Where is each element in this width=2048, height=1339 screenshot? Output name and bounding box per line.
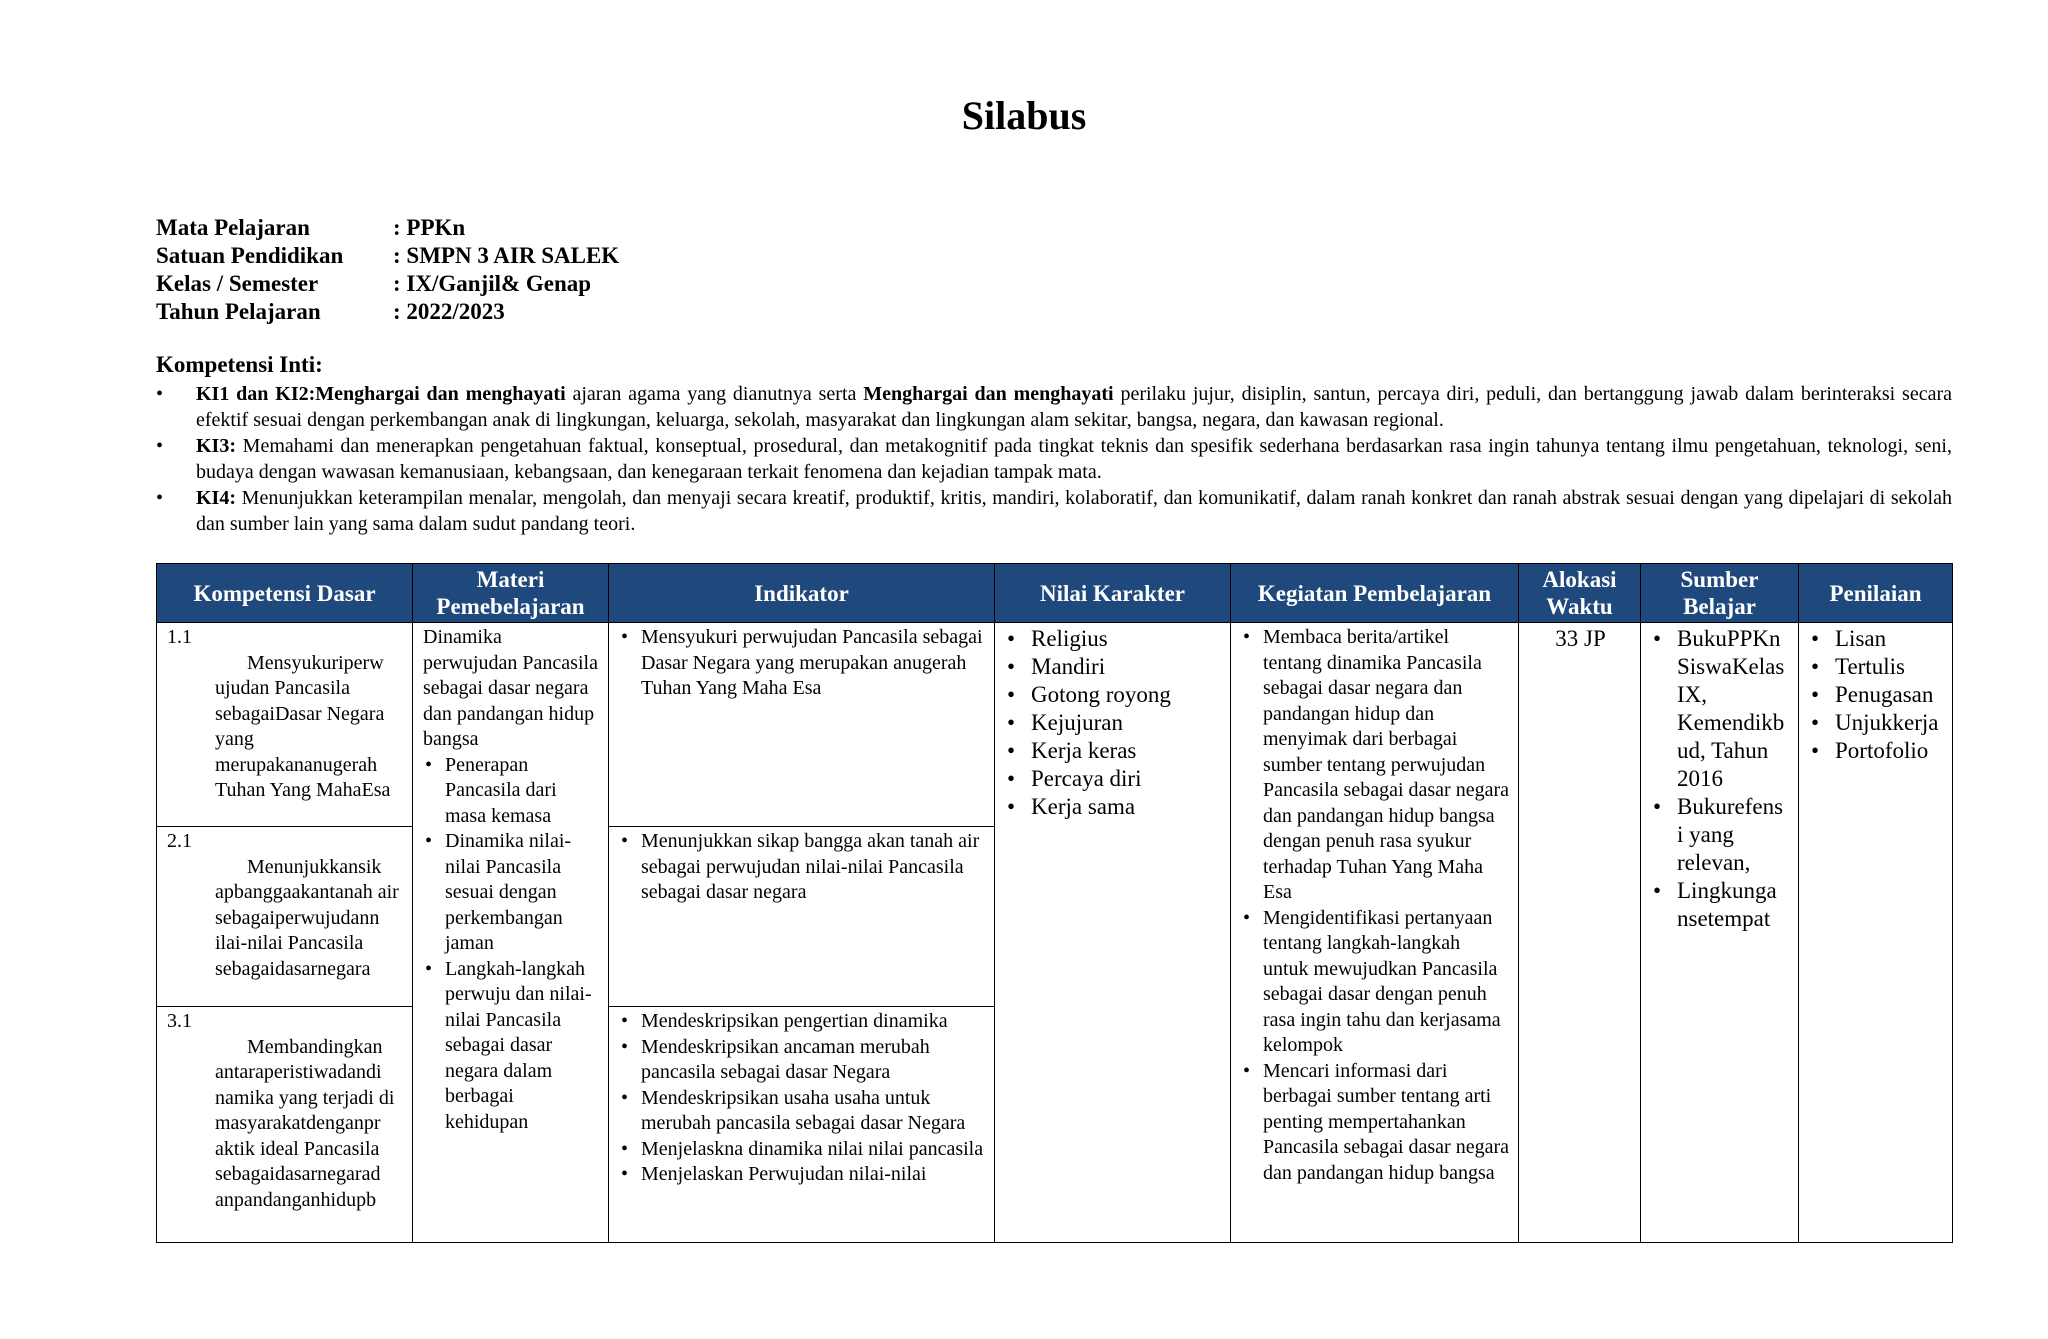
kd-text: Membandingkan antaraperistiwadandi namika yang terjadi di masyarakatdenganpr aktik ideal Pancasila sebagaidasarnegarad anpandanganhidupb [215,1035,395,1211]
course-meta [156,214,619,326]
meta-label: Mata Pelajaran [156,215,310,240]
list-item: • Percaya diri [1005,765,1222,793]
list-item: • Tertulis [1809,653,1944,681]
list-item: • Langkah-langkah perwuju dan nilai-nilai Pancasila sebagai dasar negara dalam berbagai kehidupan [423,957,600,1136]
list-item: • Penugasan [1809,681,1944,709]
indikator-cell [609,623,995,827]
meta-value: : SMPN 3 AIR SALEK [393,243,620,268]
header-penilaian: Penilaian [1799,564,1953,623]
list-item: • Kejujuran [1005,709,1222,737]
materi-intro: Dinamika perwujudan Pancasila sebagai dasar negara dan pandangan hidup bangsa [423,626,598,750]
header-nilai-karakter: Nilai Karakter [995,564,1231,623]
kompetensi-inti-list [156,381,1952,537]
list-item: • Mendeskripsikan pengertian dinamika [619,1009,986,1035]
list-item: • Lisan [1809,625,1944,653]
sumber-cell [1641,623,1799,1243]
meta-label: Tahun Pelajaran [156,299,321,324]
kd-number: 1.1 [167,626,192,648]
list-item: • Menjelaskan Perwujudan nilai-nilai [619,1162,986,1188]
indikator-list [619,625,986,702]
sumber-list [1651,625,1790,933]
list-item: • BukuPPKn SiswaKelas IX, Kemendikb ud, Tahun 2016 [1651,625,1790,793]
ki-item: • KI3: Memahami dan menerapkan pengetahuan faktual, konseptual, prosedural, dan metakognitif pada tingkat teknis dan spesifik sederhana berdasarkan rasa ingin tahunya tentang ilmu pengetahuan, teknologi, seni, budaya dengan wawasan kemanusiaan, kebangsaan, dan kenegaraan terkait fenomena dan kejadian tampak mata. [156,433,1952,485]
list-item: • Mencari informasi dari berbagai sumber tentang arti penting mempertahankan Pancasila sebagai dasar negara dan pandangan hidup bangsa [1241,1059,1510,1187]
table-row [157,623,1953,827]
list-item: • Kerja keras [1005,737,1222,765]
list-item: • Penerapan Pancasila dari masa kemasa [423,753,600,830]
materi-list [423,753,600,1136]
indikator-cell [609,1007,995,1243]
meta-row-subject [156,214,619,242]
meta-row-school [156,242,619,270]
meta-value: : IX/Ganjil& Genap [393,271,592,296]
list-item: • Gotong royong [1005,681,1222,709]
meta-label: Kelas / Semester [156,271,319,296]
ki-item: • KI4: Menunjukkan keterampilan menalar, mengolah, dan menyaji secara kreatif, produktif, kritis, mandiri, kolaboratif, dan komunikatif, dalam ranah konkret dan ranah abstrak sesuai dengan yang dipelajari di sekolah dan sumber lain yang sama dalam sudut pandang teori. [156,485,1952,537]
materi-cell [413,623,609,1243]
kd-number: 3.1 [167,1010,192,1032]
list-item: • Unjukkerja [1809,709,1944,737]
list-item: • Mendeskripsikan usaha usaha untuk merubah pancasila sebagai dasar Negara [619,1086,986,1137]
list-item: • Bukurefens i yang relevan, [1651,793,1790,877]
header-alokasi: Alokasi Waktu [1519,564,1641,623]
list-item: • Menjelaskna dinamika nilai nilai pancasila [619,1137,986,1163]
header-sumber: Sumber Belajar [1641,564,1799,623]
kegiatan-cell [1231,623,1519,1243]
list-item: • Portofolio [1809,737,1944,765]
list-item: • Mensyukuri perwujudan Pancasila sebagai Dasar Negara yang merupakan anugerah Tuhan Yang Maha Esa [619,625,986,702]
penilaian-list [1809,625,1944,765]
kd-text: Mensyukuriperw ujudan Pancasila sebagaiDasar Negara yang merupakananugerah Tuhan Yang MahaEsa [215,651,391,801]
header-kompetensi-dasar: Kompetensi Dasar [157,564,413,623]
list-item: • Membaca berita/artikel tentang dinamika Pancasila sebagai dasar negara dan pandangan hidup dan menyimak dari berbagai sumber tentang perwujudan Pancasila sebagai dasar negara dan pandangan hidup bangsa dengan penuh rasa syukur terhadap Tuhan Yang Maha Esa [1241,625,1510,906]
kd-text: Menunjukkansik apbanggaakantanah air sebagaiperwujudann ilai-nilai Pancasila sebagaidasarnegara [215,855,399,980]
meta-value: : 2022/2023 [393,299,505,324]
header-kegiatan: Kegiatan Pembelajaran [1231,564,1519,623]
indikator-list [619,1009,986,1188]
ki-item: • KI1 dan KI2:Menghargai dan menghayati ajaran agama yang dianutnya serta Menghargai dan menghayati perilaku jujur, disiplin, santun, percaya diri, peduli, dan bertanggung jawab dalam berinteraksi secara efektif sesuai dengan perkembangan anak di lingkungan, keluarga, sekolah, masyarakat dan lingkungan alam sekitar, bangsa, negara, dan kawasan regional. [156,381,1952,433]
silabus-table [156,563,1953,1243]
list-item: • Dinamika nilai-nilai Pancasila sesuai dengan perkembangan jaman [423,829,600,957]
meta-row-class [156,270,619,298]
kd-cell [157,827,413,1007]
meta-row-year [156,298,619,326]
kd-number: 2.1 [167,830,192,852]
kd-cell [157,623,413,827]
list-item: • Religius [1005,625,1222,653]
header-indikator: Indikator [609,564,995,623]
list-item: • Mengidentifikasi pertanyaan tentang langkah-langkah untuk mewujudkan Pancasila sebagai dasar dengan penuh rasa ingin tahu dan kerjasama kelompok [1241,906,1510,1059]
list-item: • Lingkunga nsetempat [1651,877,1790,933]
list-item: • Mandiri [1005,653,1222,681]
header-materi: Materi Pemebelajaran [413,564,609,623]
table-header-row [157,564,1953,623]
kd-cell [157,1007,413,1243]
kompetensi-inti-heading: Kompetensi Inti: [156,352,323,377]
alokasi-cell: 33 JP [1519,623,1641,1243]
meta-value: : PPKn [393,215,466,240]
nilai-karakter-cell [995,623,1231,1243]
indikator-list [619,829,986,906]
page-title: Silabus [961,93,1087,138]
meta-label: Satuan Pendidikan [156,243,344,268]
nilai-karakter-list [1005,625,1222,821]
list-item: • Kerja sama [1005,793,1222,821]
list-item: • Mendeskripsikan ancaman merubah pancasila sebagai dasar Negara [619,1035,986,1086]
kegiatan-list [1241,625,1510,1186]
penilaian-cell [1799,623,1953,1243]
list-item: • Menunjukkan sikap bangga akan tanah air sebagai perwujudan nilai-nilai Pancasila sebagai dasar negara [619,829,986,906]
indikator-cell [609,827,995,1007]
